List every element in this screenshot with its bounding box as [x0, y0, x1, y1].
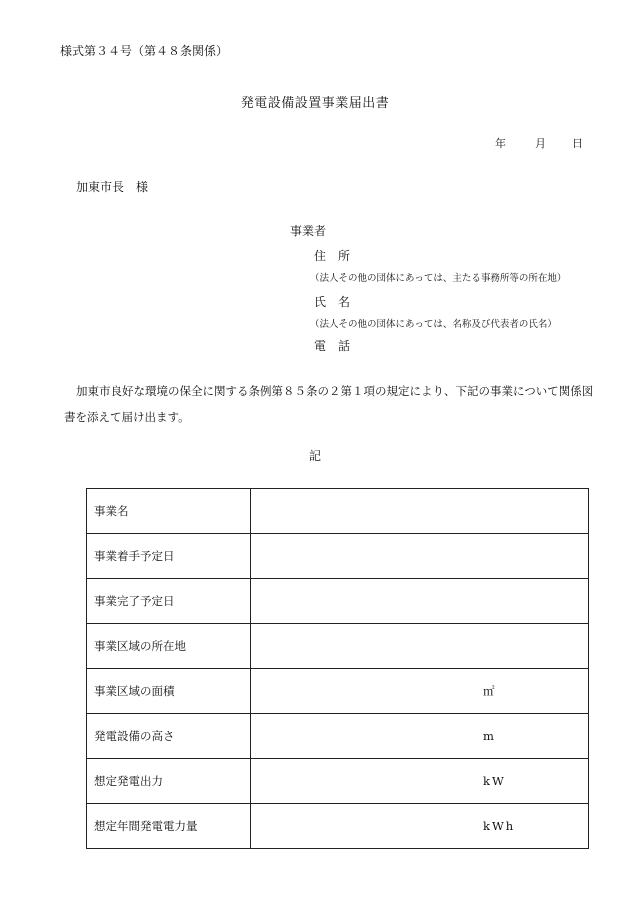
- table-row: [87, 714, 589, 759]
- project-table: [86, 488, 589, 849]
- row-label: 想定年間発電電力量: [87, 804, 251, 849]
- value-cell: [251, 804, 589, 849]
- value-cell: [251, 669, 589, 714]
- ki-heading: 記: [308, 449, 321, 463]
- row-label: 発電設備の高さ: [87, 714, 251, 759]
- unit-label: kWh: [483, 819, 516, 833]
- address-label: 住 所: [314, 249, 351, 263]
- table-row: [87, 624, 589, 669]
- row-label: 事業完了予定日: [87, 579, 251, 624]
- row-label: 想定発電出力: [87, 759, 251, 804]
- table-row: [87, 534, 589, 579]
- addressee: 加東市長 様: [76, 180, 149, 194]
- table-row: [87, 489, 589, 534]
- value-cell: [251, 714, 589, 759]
- applicant-label: 事業者: [290, 224, 327, 238]
- date-year-label: 年: [495, 137, 506, 150]
- address-note: （法人その他の団体にあっては、主たる事務所等の所在地）: [310, 273, 567, 284]
- name-label: 氏 名: [314, 295, 351, 309]
- date-month-label: 月: [535, 137, 546, 150]
- table-row: [87, 579, 589, 624]
- value-cell: [251, 489, 589, 534]
- row-label: 事業区域の所在地: [87, 624, 251, 669]
- unit-label: kW: [483, 774, 506, 788]
- table-row: [87, 804, 589, 849]
- table-row: [87, 759, 589, 804]
- unit-label: ㎡: [483, 684, 497, 698]
- row-label: 事業名: [87, 489, 251, 534]
- value-cell: [251, 624, 589, 669]
- name-note: （法人その他の団体にあっては、名称及び代表者の氏名）: [310, 319, 557, 330]
- row-label: 事業着手予定日: [87, 534, 251, 579]
- phone-label: 電 話: [314, 339, 351, 353]
- unit-label: m: [483, 729, 496, 743]
- value-cell: [251, 579, 589, 624]
- row-label: 事業区域の面積: [87, 669, 251, 714]
- body-text: 加東市良好な環境の保全に関する条例第８５条の２第１項の規定により、下記の事業について関係図書を添えて届け出ます。: [64, 384, 594, 424]
- value-cell: [251, 534, 589, 579]
- document-title: 発電設備設置事業届出書: [240, 96, 390, 111]
- date-day-label: 日: [572, 137, 583, 150]
- value-cell: [251, 759, 589, 804]
- form-number: 様式第３４号（第４８条関係）: [60, 44, 229, 58]
- table-row: [87, 669, 589, 714]
